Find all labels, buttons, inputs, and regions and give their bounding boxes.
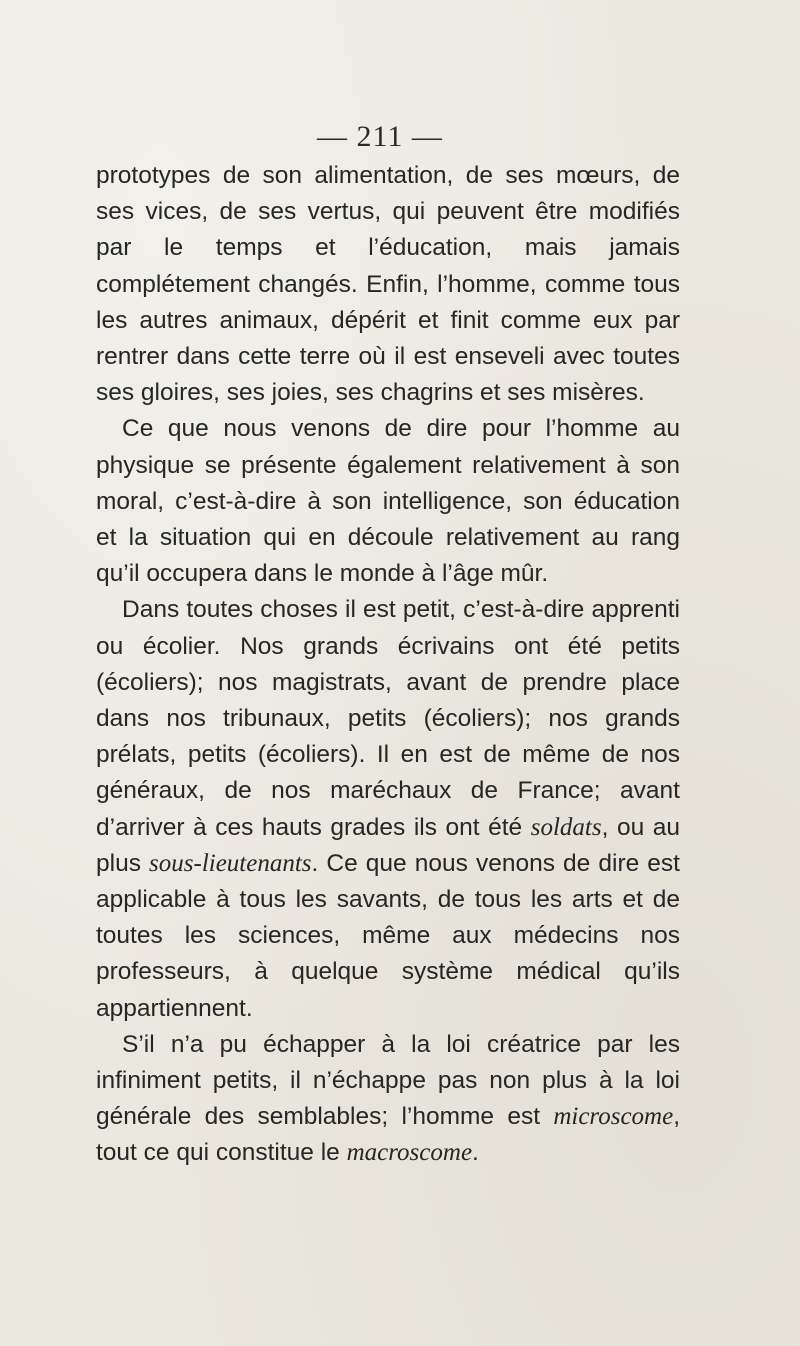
italic-term: sous-lieutenants xyxy=(149,849,312,877)
italic-term: microscome xyxy=(553,1103,674,1131)
paragraph-1 xyxy=(96,158,680,411)
italic-term: macroscome xyxy=(346,1139,473,1167)
text-segment: , ou au plus xyxy=(96,813,680,877)
text-segment: Ce que nous venons de dire pour l’homme au physique se présente également relativement à son moral, c’est-à-dire à son intelligence, son éducation et la situation qui en découle relativement au rang qu’il occupera dans le monde à l’âge mûr. xyxy=(96,415,680,588)
page-number: — 211 — xyxy=(317,120,443,153)
text-segment: , tout ce qui constitue le xyxy=(96,1103,680,1167)
text-segment: . Ce que nous venons de dire est applicable à tous les savants, de tous les arts et de toutes les sciences, même aux médecins nos professeurs, à quelque système médical qu’ils appartiennent. xyxy=(96,849,680,1022)
paragraph-4 xyxy=(96,1027,680,1172)
body-text xyxy=(96,158,680,1172)
text-segment: prototypes de son alimentation, de ses mœurs, de ses vices, de ses vertus, qui peuvent être modifiés par le temps et l’éducation, mais jamais complétement changés. Enfin, l’homme, comme tous les autres animaux, dépérit et finit comme eux par rentrer dans cette terre où il est enseveli avec toutes ses gloires, ses joies, ses chagrins et ses misères. xyxy=(96,162,680,407)
text-segment: . xyxy=(472,1139,479,1167)
text-segment: S’il n’a pu échapper à la loi créatrice par les infiniment petits, il n’échappe pas non plus à la loi générale des semblables; l’homme est xyxy=(96,1030,680,1131)
italic-term: soldats xyxy=(530,813,602,841)
paragraph-3 xyxy=(96,592,680,1026)
text-segment: Dans toutes choses il est petit, c’est-à-dire apprenti ou écolier. Nos grands écrivains ont été petits (écoliers); nos magistrats, avant de prendre place dans nos tribunaux, petits (écoliers); nos grands prélats, petits (écoliers). Il en est de même de nos généraux, de nos maréchaux de France; avant d’arriver à ces hauts grades ils ont été xyxy=(96,596,680,841)
paragraph-2 xyxy=(96,411,680,592)
